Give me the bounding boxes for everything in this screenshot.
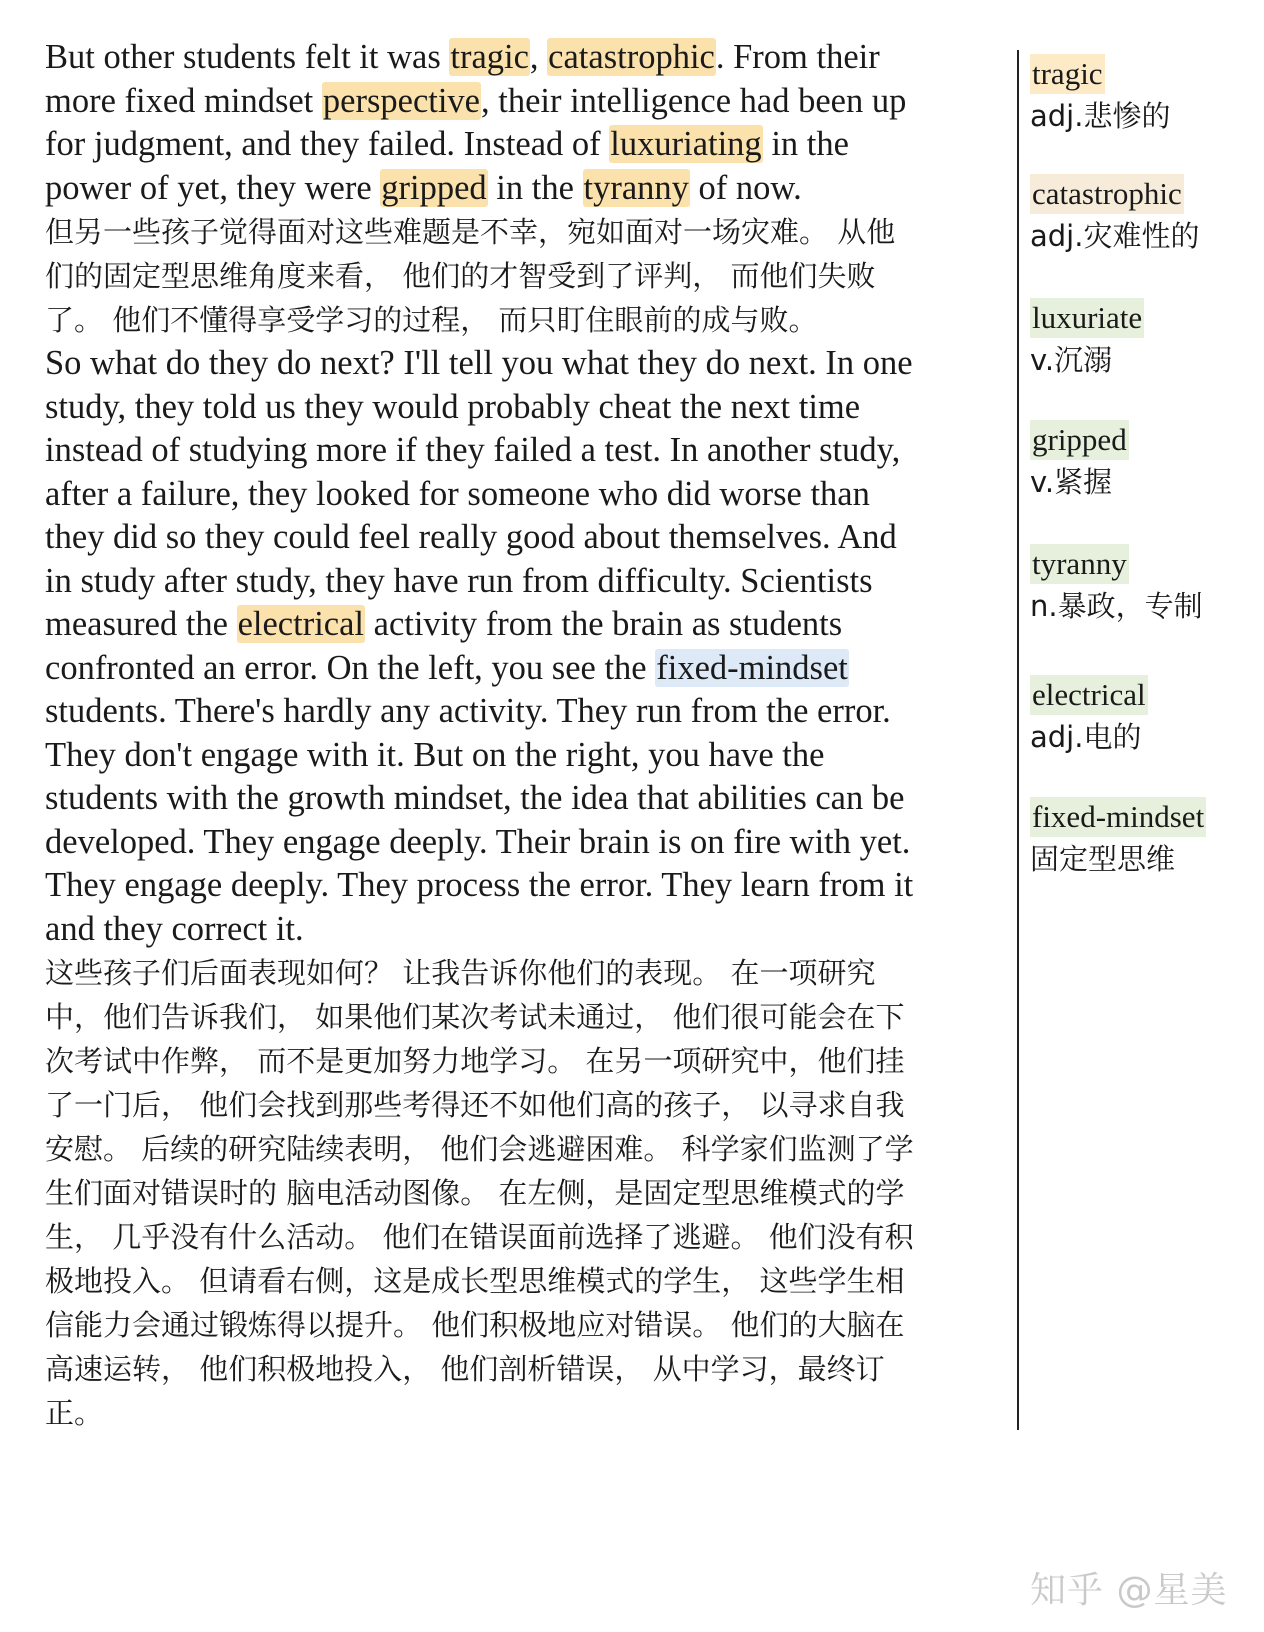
highlighted-word: tragic	[450, 38, 529, 76]
vocab-word: electrical	[1030, 675, 1148, 715]
vocab-entry-catastrophic	[1030, 174, 1260, 256]
vocab-definition: adj.灾难性的	[1030, 219, 1200, 253]
highlighted-word: electrical	[237, 605, 364, 643]
text-line: 生， 几乎没有什么活动。 他们在错误面前选择了逃避。 他们没有积	[45, 1220, 914, 1254]
vocab-definition: adj.电的	[1030, 720, 1142, 754]
vocab-word: luxuriate	[1030, 298, 1144, 338]
vocab-word: fixed-mindset	[1030, 797, 1206, 837]
text-line	[45, 123, 1005, 167]
vocab-definition: n.暴政，专制	[1030, 589, 1203, 623]
column-divider	[1017, 50, 1019, 1430]
text-segment: in the	[487, 168, 583, 207]
text-line: in study after study, they have run from difficulty. Scientists	[45, 561, 873, 600]
text-line: students. There's hardly any activity. They run from the error.	[45, 692, 891, 730]
text-line: 中，他们告诉我们， 如果他们某次考试未通过， 他们很可能会在下	[45, 1000, 905, 1034]
text-line	[45, 603, 1005, 647]
text-line: and they correct it.	[45, 909, 304, 948]
text-line: 信能力会通过锻炼得以提升。 他们积极地应对错误。 他们的大脑在	[45, 1308, 905, 1342]
vocab-definition: v.紧握	[1030, 465, 1113, 499]
text-line: They don't engage with it. But on the right, you have the	[45, 735, 825, 774]
text-line: 高速运转， 他们积极地投入， 他们剖析错误， 从中学习，最终订	[45, 1352, 885, 1386]
highlighted-word: catastrophic	[548, 38, 715, 76]
vocab-entry-electrical	[1030, 675, 1260, 757]
vocab-entry-tyranny	[1030, 544, 1260, 626]
text-segment: But other students felt it was	[45, 38, 450, 76]
vocab-entry-tragic	[1030, 54, 1260, 136]
vocab-entry-gripped	[1030, 420, 1260, 502]
vocab-word: catastrophic	[1030, 174, 1184, 214]
highlighted-word: luxuriating	[610, 125, 762, 163]
vocab-definition: 固定型思维	[1030, 842, 1176, 876]
text-line: 这些孩子们后面表现如何？ 让我告诉你他们的表现。 在一项研究	[45, 956, 876, 990]
text-line: 正。	[45, 1396, 104, 1430]
text-line: 了一门后， 他们会找到那些考得还不如他们高的孩子， 以寻求自我	[45, 1088, 905, 1122]
text-segment: of now.	[689, 168, 802, 207]
text-line: 了。 他们不懂得享受学习的过程， 而只盯住眼前的成与败。	[45, 303, 818, 337]
text-line	[45, 167, 1005, 211]
text-line: 次考试中作弊， 而不是更加努力地学习。 在另一项研究中，他们挂	[45, 1044, 905, 1078]
highlighted-word: tyranny	[583, 168, 689, 207]
paragraph-1-chinese	[45, 210, 1005, 342]
paragraph-2-english	[45, 342, 1005, 951]
paragraph-2-chinese	[45, 951, 1005, 1435]
text-segment: confronted an error. On the left, you see the	[45, 648, 656, 687]
text-line: after a failure, they looked for someone who did worse than	[45, 474, 870, 513]
vocab-word: tragic	[1030, 54, 1105, 94]
text-segment: in the	[762, 125, 849, 163]
text-line: So what do they do next? I'll tell you what they do next. In one	[45, 344, 913, 382]
text-line: 生们面对错误时的 脑电活动图像。 在左侧，是固定型思维模式的学	[45, 1176, 905, 1210]
text-line: 们的固定型思维角度来看， 他们的才智受到了评判， 而他们失败	[45, 259, 876, 293]
text-segment: activity from the brain as students	[365, 605, 843, 643]
text-segment: for judgment, and they failed. Instead of	[45, 125, 610, 163]
paragraph-1-english	[45, 36, 1005, 210]
text-segment: more fixed mindset	[45, 81, 322, 120]
highlighted-word: fixed-mindset	[656, 648, 848, 687]
vocab-entry-fixed-mindset	[1030, 797, 1260, 879]
vocab-word: tyranny	[1030, 544, 1129, 584]
text-line	[45, 647, 1005, 691]
vocab-definition: adj.悲惨的	[1030, 99, 1171, 133]
highlighted-word: gripped	[381, 168, 487, 207]
vocab-entry-luxuriate	[1030, 298, 1260, 380]
text-segment: , their intelligence had been up	[481, 81, 907, 120]
text-line: instead of studying more if they failed a test. In another study,	[45, 431, 901, 469]
text-line: 极地投入。 但请看右侧，这是成长型思维模式的学生， 这些学生相	[45, 1264, 905, 1298]
text-line: 但另一些孩子觉得面对这些难题是不幸，宛如面对一场灾难。 从他	[45, 215, 896, 249]
watermark: 知乎 @星美	[1030, 1570, 1228, 1611]
text-line: developed. They engage deeply. Their brain is on fire with yet.	[45, 822, 911, 861]
text-line	[45, 80, 1005, 124]
text-segment: measured the	[45, 605, 237, 643]
text-line: they did so they could feel really good about themselves. And	[45, 518, 897, 556]
vocab-word: gripped	[1030, 420, 1129, 460]
text-segment: ,	[529, 38, 548, 76]
text-line: They engage deeply. They process the error. They learn from it	[45, 866, 914, 904]
text-segment: power of yet, they were	[45, 168, 381, 207]
text-line: 安慰。 后续的研究陆续表明， 他们会逃避困难。 科学家们监测了学	[45, 1132, 914, 1166]
text-line: students with the growth mindset, the idea that abilities can be	[45, 779, 905, 817]
vocab-definition: v.沉溺	[1030, 343, 1113, 377]
text-line	[45, 36, 1005, 80]
text-line: study, they told us they would probably cheat the next time	[45, 387, 861, 426]
text-segment: . From their	[715, 38, 880, 76]
main-text-column	[45, 36, 1005, 1435]
highlighted-word: perspective	[322, 81, 480, 120]
